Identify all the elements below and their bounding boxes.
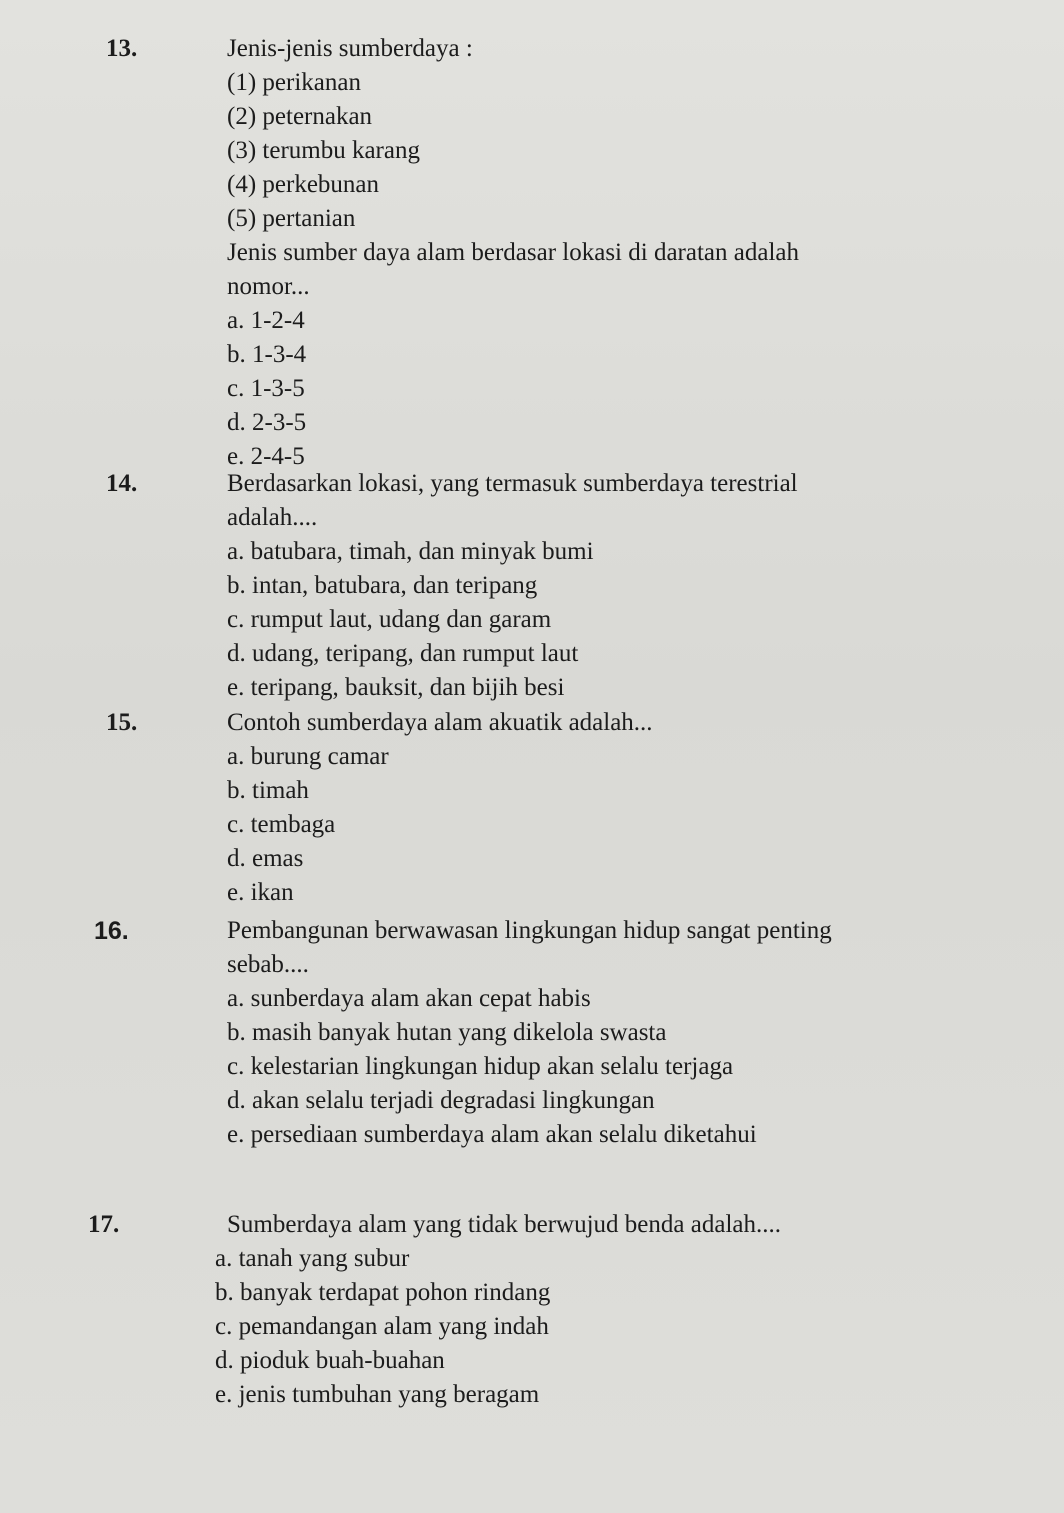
question-number: 16. (94, 917, 129, 945)
question-body (227, 914, 1027, 1152)
answer-option-e[interactable]: e. teripang, bauksit, dan bijih besi (227, 674, 565, 701)
answer-option-b[interactable]: b. 1-3-4 (227, 341, 307, 368)
answer-option-b[interactable]: b. banyak terdapat pohon rindang (215, 1279, 551, 1306)
list-item: (5) pertanian (227, 205, 356, 232)
answer-option-a[interactable]: a. 1-2-4 (227, 307, 305, 334)
item-list (227, 66, 1007, 236)
question-body (227, 706, 1007, 910)
question-number: 14. (106, 470, 138, 497)
question-prompt: Sumberdaya alam yang tidak berwujud benda adalah.... (227, 1211, 781, 1238)
answer-option-d[interactable]: d. emas (227, 845, 304, 872)
answer-option-b[interactable]: b. timah (227, 777, 309, 804)
question-number: 13. (106, 35, 138, 62)
question-number: 15. (106, 709, 138, 736)
question-intro: Jenis-jenis sumberdaya : (227, 35, 473, 62)
answer-option-d[interactable]: d. akan selalu terjadi degradasi lingkungan (227, 1087, 655, 1114)
list-item: (1) perikanan (227, 69, 361, 96)
answer-option-e[interactable]: e. persediaan sumberdaya alam akan selalu diketahui (227, 1121, 757, 1148)
question-body (215, 1208, 1007, 1412)
question-prompt-continued: sebab.... (227, 951, 309, 978)
answer-option-a[interactable]: a. batubara, timah, dan minyak bumi (227, 538, 594, 565)
answer-options (227, 304, 1007, 474)
answer-option-e[interactable]: e. ikan (227, 879, 294, 906)
answer-options (227, 740, 1007, 910)
question-prompt: Contoh sumberdaya alam akuatik adalah... (227, 709, 653, 736)
answer-options (227, 535, 1007, 705)
answer-option-e[interactable]: e. 2-4-5 (227, 443, 305, 470)
answer-option-c[interactable]: c. kelestarian lingkungan hidup akan selalu terjaga (227, 1053, 734, 1080)
list-item: (4) perkebunan (227, 171, 380, 198)
question-number: 17. (88, 1211, 120, 1238)
question-body (227, 467, 1007, 705)
list-item: (3) terumbu karang (227, 137, 420, 164)
question-body (227, 32, 1007, 474)
answer-option-e[interactable]: e. jenis tumbuhan yang beragam (215, 1381, 540, 1408)
answer-options (227, 982, 1027, 1152)
answer-option-d[interactable]: d. pioduk buah-buahan (215, 1347, 445, 1374)
answer-option-a[interactable]: a. sunberdaya alam akan cepat habis (227, 985, 591, 1012)
question-prompt: Pembangunan berwawasan lingkungan hidup sangat penting (227, 917, 832, 944)
answer-option-b[interactable]: b. intan, batubara, dan teripang (227, 572, 538, 599)
question-prompt: Jenis sumber daya alam berdasar lokasi di daratan adalah (227, 239, 799, 266)
answer-option-d[interactable]: d. udang, teripang, dan rumput laut (227, 640, 579, 667)
question-prompt: Berdasarkan lokasi, yang termasuk sumberdaya terestrial (227, 470, 798, 497)
answer-option-c[interactable]: c. rumput laut, udang dan garam (227, 606, 552, 633)
answer-option-c[interactable]: c. tembaga (227, 811, 336, 838)
question-prompt-continued: nomor... (227, 273, 310, 300)
answer-option-d[interactable]: d. 2-3-5 (227, 409, 307, 436)
question-prompt-continued: adalah.... (227, 504, 318, 531)
answer-option-c[interactable]: c. pemandangan alam yang indah (215, 1313, 549, 1340)
answer-options (215, 1242, 1007, 1412)
answer-option-b[interactable]: b. masih banyak hutan yang dikelola swasta (227, 1019, 667, 1046)
answer-option-c[interactable]: c. 1-3-5 (227, 375, 305, 402)
list-item: (2) peternakan (227, 103, 373, 130)
answer-option-a[interactable]: a. tanah yang subur (215, 1245, 410, 1272)
answer-option-a[interactable]: a. burung camar (227, 743, 389, 770)
